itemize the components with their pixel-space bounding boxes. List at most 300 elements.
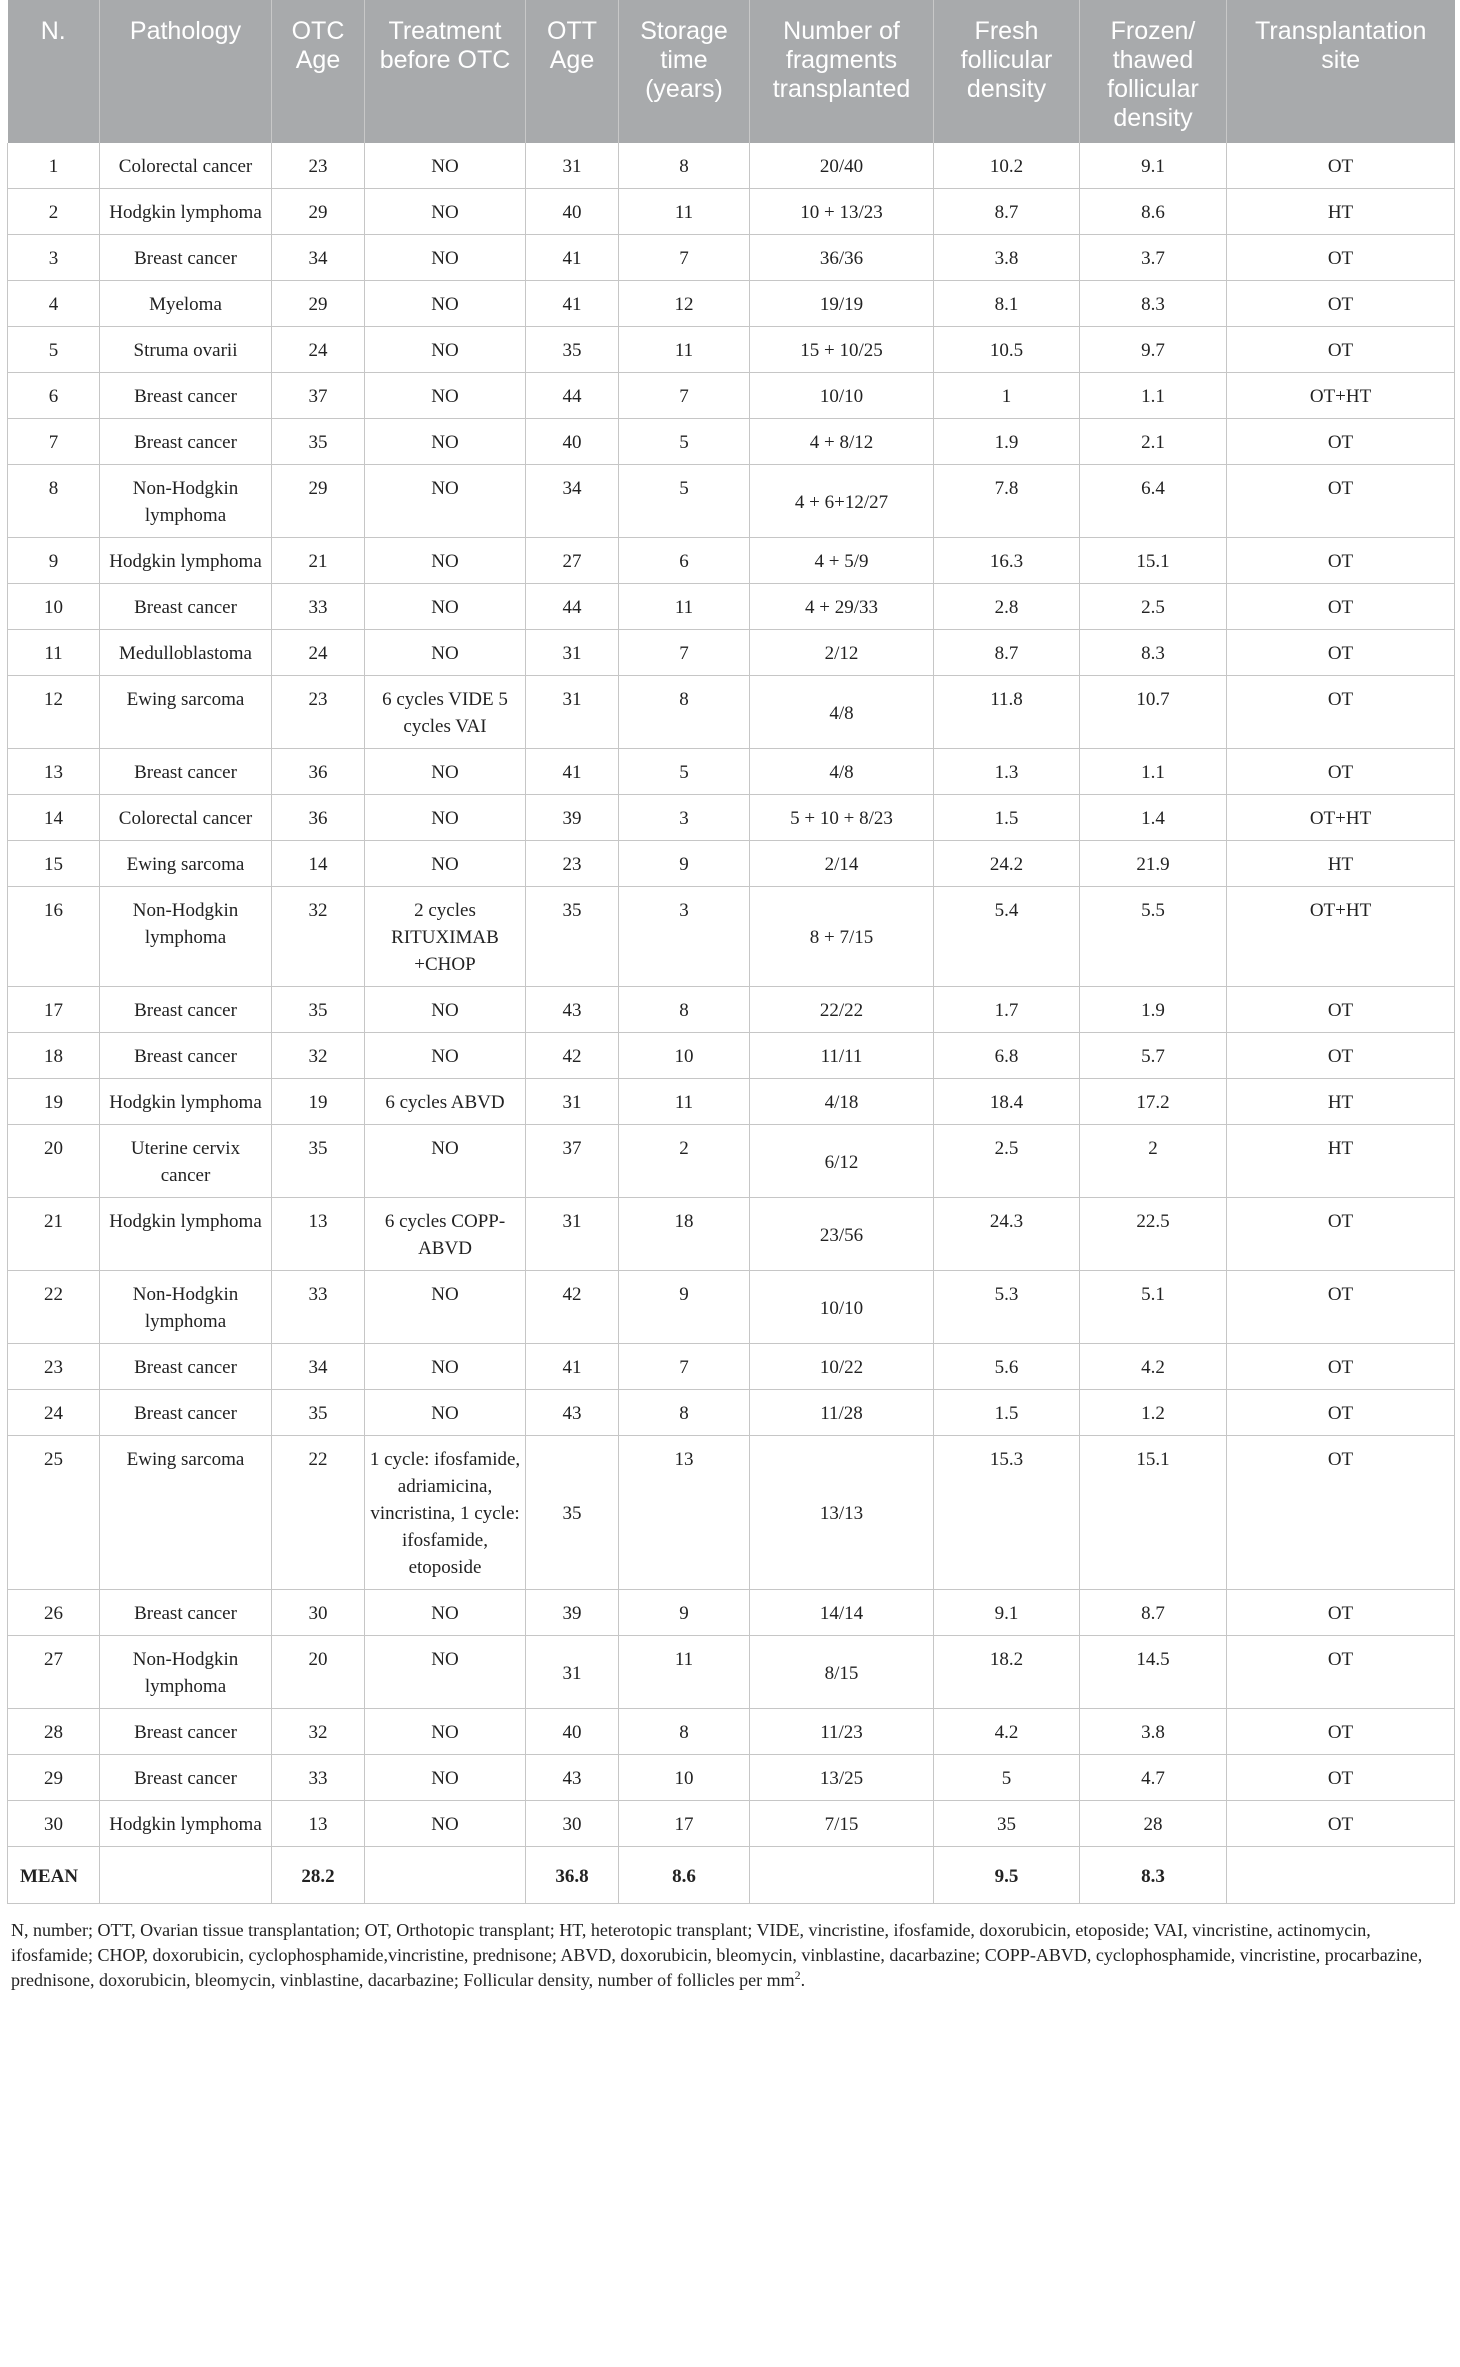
- cell-fresh: 24.2: [934, 841, 1080, 887]
- cell-fresh: 8.1: [934, 281, 1080, 327]
- cell-storage: 8: [619, 676, 750, 749]
- cell-n: 6: [8, 373, 100, 419]
- cell-storage: 11: [619, 189, 750, 235]
- cell-fresh: 5.3: [934, 1271, 1080, 1344]
- cell-treatment: NO: [365, 1590, 526, 1636]
- cell-storage: 11: [619, 584, 750, 630]
- cell-storage: 17: [619, 1801, 750, 1847]
- header-row: [8, 0, 1455, 143]
- cell-treatment: 6 cycles ABVD: [365, 1079, 526, 1125]
- table-row: [8, 1125, 1455, 1198]
- footnote-end: .: [800, 1970, 806, 1990]
- cell-treatment: NO: [365, 373, 526, 419]
- table-row: [8, 465, 1455, 538]
- cell-ott-age: 31: [526, 143, 619, 189]
- mean-frozen: 8.3: [1080, 1847, 1227, 1904]
- cell-storage: 10: [619, 1033, 750, 1079]
- header-n: N.: [8, 0, 100, 143]
- cell-ott-age: 23: [526, 841, 619, 887]
- cell-fragments: 20/40: [750, 143, 934, 189]
- cell-fresh: 24.3: [934, 1198, 1080, 1271]
- cell-frozen: 15.1: [1080, 1436, 1227, 1590]
- cell-frozen: 1.1: [1080, 749, 1227, 795]
- cell-fresh: 8.7: [934, 189, 1080, 235]
- cell-treatment: 6 cycles VIDE 5 cycles VAI: [365, 676, 526, 749]
- cell-ott-age: 42: [526, 1271, 619, 1344]
- cell-pathology: Hodgkin lymphoma: [100, 1079, 272, 1125]
- table-row: [8, 373, 1455, 419]
- cell-storage: 5: [619, 465, 750, 538]
- cell-n: 27: [8, 1636, 100, 1709]
- cell-n: 2: [8, 189, 100, 235]
- cell-pathology: Medulloblastoma: [100, 630, 272, 676]
- table-row: [8, 676, 1455, 749]
- cell-fragments: 6/12: [750, 1125, 934, 1198]
- cell-otc-age: 34: [272, 1344, 365, 1390]
- cell-n: 20: [8, 1125, 100, 1198]
- cell-site: OT: [1227, 1801, 1455, 1847]
- cell-fragments: 4/8: [750, 676, 934, 749]
- cell-fresh: 1.5: [934, 795, 1080, 841]
- table-row: [8, 235, 1455, 281]
- cell-storage: 3: [619, 795, 750, 841]
- cell-pathology: Breast cancer: [100, 373, 272, 419]
- cell-ott-age: 41: [526, 1344, 619, 1390]
- cell-frozen: 10.7: [1080, 676, 1227, 749]
- cell-otc-age: 35: [272, 1125, 365, 1198]
- cell-pathology: Struma ovarii: [100, 327, 272, 373]
- table-row: [8, 1079, 1455, 1125]
- cell-ott-age: 30: [526, 1801, 619, 1847]
- cell-site: OT: [1227, 465, 1455, 538]
- cell-otc-age: 33: [272, 584, 365, 630]
- cell-frozen: 8.7: [1080, 1590, 1227, 1636]
- cell-pathology: Hodgkin lymphoma: [100, 1198, 272, 1271]
- mean-ott-age: 36.8: [526, 1847, 619, 1904]
- cell-ott-age: 41: [526, 749, 619, 795]
- cell-fresh: 18.4: [934, 1079, 1080, 1125]
- cell-ott-age: 31: [526, 1636, 619, 1709]
- cell-site: OT+HT: [1227, 887, 1455, 987]
- cell-pathology: Hodgkin lymphoma: [100, 1801, 272, 1847]
- cell-pathology: Breast cancer: [100, 419, 272, 465]
- cell-storage: 11: [619, 1079, 750, 1125]
- cell-otc-age: 19: [272, 1079, 365, 1125]
- cell-pathology: Breast cancer: [100, 1344, 272, 1390]
- cell-treatment: NO: [365, 795, 526, 841]
- cell-pathology: Colorectal cancer: [100, 795, 272, 841]
- cell-fresh: 6.8: [934, 1033, 1080, 1079]
- cell-site: OT: [1227, 1033, 1455, 1079]
- header-fragments: Number of fragments transplanted: [750, 0, 934, 143]
- cell-n: 14: [8, 795, 100, 841]
- cell-frozen: 3.7: [1080, 235, 1227, 281]
- cell-fresh: 35: [934, 1801, 1080, 1847]
- cell-storage: 7: [619, 630, 750, 676]
- cell-frozen: 1.1: [1080, 373, 1227, 419]
- cell-fresh: 5.6: [934, 1344, 1080, 1390]
- table-row: [8, 143, 1455, 189]
- table-row: [8, 538, 1455, 584]
- cell-fresh: 18.2: [934, 1636, 1080, 1709]
- cell-otc-age: 24: [272, 327, 365, 373]
- cell-n: 21: [8, 1198, 100, 1271]
- cell-n: 7: [8, 419, 100, 465]
- mean-fragments: [750, 1847, 934, 1904]
- cell-treatment: NO: [365, 584, 526, 630]
- cell-treatment: NO: [365, 419, 526, 465]
- header-storage-time: Storage time (years): [619, 0, 750, 143]
- cell-pathology: Breast cancer: [100, 1709, 272, 1755]
- cell-otc-age: 34: [272, 235, 365, 281]
- cell-ott-age: 44: [526, 584, 619, 630]
- cell-otc-age: 23: [272, 676, 365, 749]
- cell-pathology: Breast cancer: [100, 749, 272, 795]
- cell-storage: 9: [619, 1590, 750, 1636]
- table-row: [8, 584, 1455, 630]
- cell-fragments: 4/8: [750, 749, 934, 795]
- cell-ott-age: 43: [526, 1755, 619, 1801]
- cell-storage: 12: [619, 281, 750, 327]
- cell-frozen: 4.2: [1080, 1344, 1227, 1390]
- mean-fresh: 9.5: [934, 1847, 1080, 1904]
- cell-pathology: Colorectal cancer: [100, 143, 272, 189]
- header-treatment: Treatment before OTC: [365, 0, 526, 143]
- table-row: [8, 841, 1455, 887]
- cell-frozen: 8.6: [1080, 189, 1227, 235]
- cell-storage: 7: [619, 373, 750, 419]
- mean-label: MEAN: [8, 1847, 100, 1904]
- cell-pathology: Hodgkin lymphoma: [100, 189, 272, 235]
- cell-n: 12: [8, 676, 100, 749]
- cell-pathology: Breast cancer: [100, 1390, 272, 1436]
- cell-site: OT: [1227, 327, 1455, 373]
- cell-treatment: NO: [365, 987, 526, 1033]
- cell-otc-age: 24: [272, 630, 365, 676]
- cell-frozen: 5.5: [1080, 887, 1227, 987]
- cell-ott-age: 35: [526, 327, 619, 373]
- cell-site: OT: [1227, 1344, 1455, 1390]
- cell-pathology: Breast cancer: [100, 987, 272, 1033]
- header-frozen-density: Frozen/ thawed follicular density: [1080, 0, 1227, 143]
- table-row: [8, 1709, 1455, 1755]
- cell-ott-age: 31: [526, 676, 619, 749]
- cell-fragments: 23/56: [750, 1198, 934, 1271]
- table-row: [8, 419, 1455, 465]
- cell-pathology: Ewing sarcoma: [100, 1436, 272, 1590]
- cell-otc-age: 14: [272, 841, 365, 887]
- cell-n: 28: [8, 1709, 100, 1755]
- cell-fresh: 3.8: [934, 235, 1080, 281]
- cell-treatment: NO: [365, 1801, 526, 1847]
- cell-treatment: NO: [365, 281, 526, 327]
- table-row: [8, 281, 1455, 327]
- cell-fragments: 8/15: [750, 1636, 934, 1709]
- cell-pathology: Myeloma: [100, 281, 272, 327]
- cell-pathology: Ewing sarcoma: [100, 676, 272, 749]
- cell-frozen: 1.4: [1080, 795, 1227, 841]
- cell-storage: 8: [619, 143, 750, 189]
- cell-treatment: NO: [365, 1271, 526, 1344]
- cell-ott-age: 35: [526, 1436, 619, 1590]
- cell-otc-age: 23: [272, 143, 365, 189]
- header-otc-age: OTC Age: [272, 0, 365, 143]
- cell-storage: 3: [619, 887, 750, 987]
- cell-site: OT: [1227, 538, 1455, 584]
- cell-storage: 11: [619, 327, 750, 373]
- cell-n: 26: [8, 1590, 100, 1636]
- cell-ott-age: 40: [526, 1709, 619, 1755]
- cell-n: 23: [8, 1344, 100, 1390]
- cell-n: 13: [8, 749, 100, 795]
- cell-fragments: 10/22: [750, 1344, 934, 1390]
- cell-frozen: 15.1: [1080, 538, 1227, 584]
- cell-storage: 11: [619, 1636, 750, 1709]
- cell-site: OT: [1227, 1198, 1455, 1271]
- cell-fragments: 19/19: [750, 281, 934, 327]
- cell-site: OT: [1227, 281, 1455, 327]
- cell-otc-age: 22: [272, 1436, 365, 1590]
- cell-site: OT: [1227, 1271, 1455, 1344]
- cell-n: 17: [8, 987, 100, 1033]
- cell-fragments: 2/12: [750, 630, 934, 676]
- cell-site: OT: [1227, 987, 1455, 1033]
- cell-pathology: Non-Hodgkin lymphoma: [100, 1271, 272, 1344]
- cell-otc-age: 36: [272, 749, 365, 795]
- cell-frozen: 28: [1080, 1801, 1227, 1847]
- table-row: [8, 1390, 1455, 1436]
- cell-fresh: 10.2: [934, 143, 1080, 189]
- cell-ott-age: 31: [526, 1079, 619, 1125]
- cell-n: 18: [8, 1033, 100, 1079]
- mean-row: [8, 1847, 1455, 1904]
- cell-ott-age: 27: [526, 538, 619, 584]
- cell-site: OT: [1227, 1709, 1455, 1755]
- mean-pathology: [100, 1847, 272, 1904]
- mean-treatment: [365, 1847, 526, 1904]
- mean-site: [1227, 1847, 1455, 1904]
- cell-fragments: 5 + 10 + 8/23: [750, 795, 934, 841]
- cell-n: 5: [8, 327, 100, 373]
- cell-frozen: 1.9: [1080, 987, 1227, 1033]
- table-row: [8, 189, 1455, 235]
- cell-site: HT: [1227, 1125, 1455, 1198]
- cell-fragments: 13/25: [750, 1755, 934, 1801]
- cell-pathology: Non-Hodgkin lymphoma: [100, 887, 272, 987]
- cell-site: HT: [1227, 189, 1455, 235]
- table-row: [8, 1590, 1455, 1636]
- cell-frozen: 21.9: [1080, 841, 1227, 887]
- cell-ott-age: 31: [526, 1198, 619, 1271]
- cell-fragments: 4/18: [750, 1079, 934, 1125]
- cell-frozen: 22.5: [1080, 1198, 1227, 1271]
- cell-treatment: NO: [365, 1344, 526, 1390]
- cell-n: 25: [8, 1436, 100, 1590]
- cell-n: 15: [8, 841, 100, 887]
- cell-fragments: 13/13: [750, 1436, 934, 1590]
- cell-pathology: Hodgkin lymphoma: [100, 538, 272, 584]
- cell-treatment: NO: [365, 1390, 526, 1436]
- cell-fragments: 14/14: [750, 1590, 934, 1636]
- cell-ott-age: 39: [526, 795, 619, 841]
- table-row: [8, 887, 1455, 987]
- cell-pathology: Breast cancer: [100, 1755, 272, 1801]
- cell-fresh: 4.2: [934, 1709, 1080, 1755]
- cell-frozen: 5.7: [1080, 1033, 1227, 1079]
- cell-frozen: 9.1: [1080, 143, 1227, 189]
- cell-otc-age: 29: [272, 465, 365, 538]
- cell-site: OT: [1227, 1755, 1455, 1801]
- cell-storage: 7: [619, 1344, 750, 1390]
- cell-frozen: 2.5: [1080, 584, 1227, 630]
- cell-otc-age: 32: [272, 887, 365, 987]
- cell-n: 9: [8, 538, 100, 584]
- cell-fresh: 2.5: [934, 1125, 1080, 1198]
- cell-ott-age: 42: [526, 1033, 619, 1079]
- cell-storage: 7: [619, 235, 750, 281]
- cell-storage: 18: [619, 1198, 750, 1271]
- cell-treatment: 2 cycles RITUXIMAB +CHOP: [365, 887, 526, 987]
- cell-ott-age: 41: [526, 235, 619, 281]
- cell-treatment: NO: [365, 189, 526, 235]
- cell-fresh: 1: [934, 373, 1080, 419]
- cell-n: 16: [8, 887, 100, 987]
- cell-ott-age: 40: [526, 419, 619, 465]
- cell-site: OT: [1227, 1436, 1455, 1590]
- cell-treatment: NO: [365, 465, 526, 538]
- cell-treatment: 6 cycles COPP-ABVD: [365, 1198, 526, 1271]
- cell-fresh: 11.8: [934, 676, 1080, 749]
- mean-otc-age: 28.2: [272, 1847, 365, 1904]
- header-transplantation-site: Transplantation site: [1227, 0, 1455, 143]
- cell-n: 4: [8, 281, 100, 327]
- cell-otc-age: 32: [272, 1033, 365, 1079]
- cell-ott-age: 41: [526, 281, 619, 327]
- cell-otc-age: 36: [272, 795, 365, 841]
- table-footnote: [7, 1904, 1454, 1993]
- cell-n: 22: [8, 1271, 100, 1344]
- cell-site: OT: [1227, 749, 1455, 795]
- cell-frozen: 5.1: [1080, 1271, 1227, 1344]
- cell-ott-age: 40: [526, 189, 619, 235]
- cell-frozen: 14.5: [1080, 1636, 1227, 1709]
- footnote-text: N, number; OTT, Ovarian tissue transplantation; OT, Orthotopic transplant; HT, heterotopic transplant; VIDE, vincristine, ifosfamide, doxorubicin, etoposide; VAI, vincristine, actinomycin, ifosfamide; CHOP, doxorubicin, cyclophosphamide,vincristine, prednisone; ABVD, doxorubicin, bleomycin, vinblastine, dacarbazine; COPP-ABVD, cyclophosphamide, vincristine, procarbazine, prednisone, doxorubicin, bleomycin, vinblastine, dacarbazine; Follicular density, number of follicles per mm: [11, 1920, 1423, 1990]
- cell-site: OT: [1227, 143, 1455, 189]
- cell-treatment: NO: [365, 143, 526, 189]
- cell-storage: 9: [619, 1271, 750, 1344]
- cell-fragments: 10 + 13/23: [750, 189, 934, 235]
- cell-fragments: 4 + 29/33: [750, 584, 934, 630]
- cell-fragments: 22/22: [750, 987, 934, 1033]
- cell-fresh: 5: [934, 1755, 1080, 1801]
- cell-fragments: 10/10: [750, 373, 934, 419]
- cell-fresh: 1.9: [934, 419, 1080, 465]
- patients-table: [7, 0, 1455, 1904]
- cell-otc-age: 33: [272, 1271, 365, 1344]
- cell-fresh: 16.3: [934, 538, 1080, 584]
- cell-n: 19: [8, 1079, 100, 1125]
- cell-otc-age: 29: [272, 189, 365, 235]
- footnote-superscript: 2: [794, 1968, 801, 1982]
- cell-frozen: 8.3: [1080, 630, 1227, 676]
- cell-frozen: 6.4: [1080, 465, 1227, 538]
- cell-treatment: 1 cycle: ifosfamide, adriamicina, vincristina, 1 cycle: ifosfamide, etoposide: [365, 1436, 526, 1590]
- cell-fragments: 8 + 7/15: [750, 887, 934, 987]
- cell-pathology: Uterine cervix cancer: [100, 1125, 272, 1198]
- cell-ott-age: 37: [526, 1125, 619, 1198]
- cell-otc-age: 32: [272, 1709, 365, 1755]
- cell-treatment: NO: [365, 630, 526, 676]
- cell-otc-age: 33: [272, 1755, 365, 1801]
- cell-ott-age: 43: [526, 1390, 619, 1436]
- cell-site: OT+HT: [1227, 373, 1455, 419]
- cell-n: 1: [8, 143, 100, 189]
- cell-storage: 10: [619, 1755, 750, 1801]
- cell-ott-age: 44: [526, 373, 619, 419]
- header-pathology: Pathology: [100, 0, 272, 143]
- cell-site: OT: [1227, 1636, 1455, 1709]
- table-container: [7, 0, 1454, 1993]
- table-row: [8, 1271, 1455, 1344]
- cell-ott-age: 39: [526, 1590, 619, 1636]
- cell-storage: 6: [619, 538, 750, 584]
- cell-pathology: Breast cancer: [100, 584, 272, 630]
- cell-fragments: 11/28: [750, 1390, 934, 1436]
- cell-fresh: 1.3: [934, 749, 1080, 795]
- cell-otc-age: 37: [272, 373, 365, 419]
- cell-treatment: NO: [365, 1636, 526, 1709]
- cell-fragments: 11/11: [750, 1033, 934, 1079]
- cell-site: OT: [1227, 1590, 1455, 1636]
- cell-site: OT: [1227, 630, 1455, 676]
- cell-treatment: NO: [365, 1709, 526, 1755]
- cell-fresh: 1.7: [934, 987, 1080, 1033]
- cell-pathology: Breast cancer: [100, 1590, 272, 1636]
- table-row: [8, 1344, 1455, 1390]
- cell-otc-age: 35: [272, 987, 365, 1033]
- cell-n: 10: [8, 584, 100, 630]
- table-row: [8, 1755, 1455, 1801]
- cell-site: OT+HT: [1227, 795, 1455, 841]
- cell-n: 3: [8, 235, 100, 281]
- cell-treatment: NO: [365, 538, 526, 584]
- cell-frozen: 2.1: [1080, 419, 1227, 465]
- cell-pathology: Non-Hodgkin lymphoma: [100, 465, 272, 538]
- cell-treatment: NO: [365, 1033, 526, 1079]
- cell-site: OT: [1227, 1390, 1455, 1436]
- cell-fragments: 2/14: [750, 841, 934, 887]
- cell-fragments: 7/15: [750, 1801, 934, 1847]
- table-row: [8, 1801, 1455, 1847]
- cell-fresh: 15.3: [934, 1436, 1080, 1590]
- table-row: [8, 1198, 1455, 1271]
- cell-storage: 8: [619, 987, 750, 1033]
- cell-otc-age: 13: [272, 1801, 365, 1847]
- cell-treatment: NO: [365, 327, 526, 373]
- header-fresh-density: Fresh follicular density: [934, 0, 1080, 143]
- cell-pathology: Breast cancer: [100, 235, 272, 281]
- cell-otc-age: 30: [272, 1590, 365, 1636]
- cell-site: OT: [1227, 419, 1455, 465]
- cell-storage: 13: [619, 1436, 750, 1590]
- cell-pathology: Breast cancer: [100, 1033, 272, 1079]
- cell-fresh: 8.7: [934, 630, 1080, 676]
- cell-frozen: 4.7: [1080, 1755, 1227, 1801]
- table-body: [8, 143, 1455, 1847]
- table-row: [8, 987, 1455, 1033]
- cell-fragments: 10/10: [750, 1271, 934, 1344]
- table-row: [8, 1436, 1455, 1590]
